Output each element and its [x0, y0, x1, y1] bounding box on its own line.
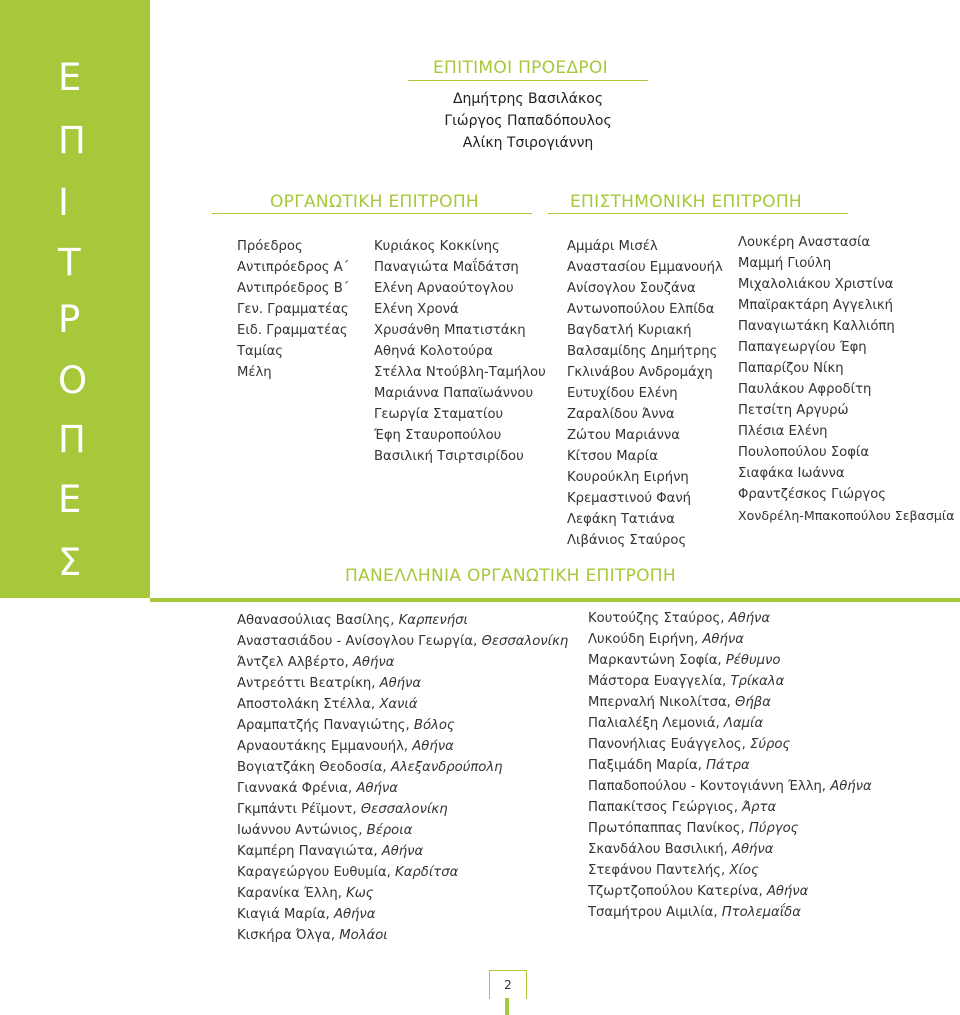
- city-name: Κως: [346, 886, 374, 901]
- organizing-rule: [212, 213, 532, 214]
- list-item: [588, 755, 872, 776]
- honorary-title: ΕΠΙΤΙΜΟΙ ΠΡΟΕΔΡΟΙ: [433, 58, 608, 78]
- person-name: Κισκήρα Όλγα,: [237, 928, 340, 943]
- scientific-list-2: [738, 232, 954, 526]
- member-name: Αμμάρι Μισέλ: [567, 239, 658, 254]
- member-name: Στέλλα Ντούβλη-Ταμήλου: [374, 365, 546, 380]
- member-name: Παναγιώτα Μαΐδάτση: [374, 260, 519, 275]
- side-title-letter: Π: [58, 119, 86, 162]
- person-name: Άντζελ Αλβέρτο,: [237, 655, 353, 670]
- honorary-rule: [408, 80, 648, 81]
- person-name: Αρναουτάκης Εμμανουήλ,: [237, 739, 413, 754]
- list-item: [588, 881, 872, 902]
- member-name: Κρεμαστινού Φανή: [567, 491, 692, 506]
- list-item: [588, 629, 872, 650]
- member-name: Μαριάννα Παπαϊωάννου: [374, 386, 534, 401]
- list-item: [588, 902, 872, 923]
- side-title-letter: Τ: [58, 241, 81, 284]
- list-item: [237, 820, 568, 841]
- member-name: Πλέσια Ελένη: [738, 424, 828, 439]
- list-item: [237, 862, 568, 883]
- panhellenic-list-1: [237, 610, 568, 946]
- role-label: Μέλη: [237, 365, 272, 380]
- city-name: Αλεξανδρούπολη: [390, 760, 503, 775]
- city-name: Ρέθυμνο: [725, 653, 781, 668]
- list-item: [588, 650, 872, 671]
- member-name: Μιχαλολιάκου Χριστίνα: [738, 277, 894, 292]
- list-item: [588, 797, 872, 818]
- list-item: [237, 757, 568, 778]
- city-name: Αθήνα: [766, 884, 809, 899]
- organizing-names: [374, 236, 546, 467]
- person-name: Μπερναλή Νικολίτσα,: [588, 695, 736, 710]
- person-name: Πανονήλιας Ευάγγελος,: [588, 737, 751, 752]
- scientific-list-1: [567, 236, 723, 551]
- honorary-list: [408, 88, 648, 154]
- member-name: Ελένη Αρναούτογλου: [374, 281, 514, 296]
- member-name: Κουρούκλη Ειρήνη: [567, 470, 689, 485]
- person-name: Παπακίτσος Γεώργιος,: [588, 800, 743, 815]
- member-name: Χονδρέλη-Μπακοπούλου Σεβασμία: [738, 508, 955, 523]
- person-name: Τσαμήτρου Αιμιλία,: [588, 905, 722, 920]
- person-name: Αθανασούλιας Βασίλης,: [237, 613, 399, 628]
- role-label: Πρόεδρος: [237, 239, 303, 254]
- city-name: Άρτα: [742, 800, 777, 815]
- list-item: [588, 734, 872, 755]
- member-name: Αθηνά Κολοτούρα: [374, 344, 493, 359]
- city-name: Θεσσαλονίκη: [360, 802, 448, 817]
- city-name: Λαμία: [723, 716, 764, 731]
- page-number-stem: [505, 998, 509, 1015]
- member-name: Γκλινάβου Ανδρομάχη: [567, 365, 713, 380]
- person-name: Βογιατζάκη Θεοδοσία,: [237, 760, 391, 775]
- person-name: Ιωάννου Αντώνιος,: [237, 823, 367, 838]
- city-name: Χίος: [729, 863, 759, 878]
- person-name: Πρωτόπαππας Πανίκος,: [588, 821, 749, 836]
- side-title-letter: Π: [58, 418, 86, 461]
- member-name: Χρυσάνθη Μπατιστάκη: [374, 323, 526, 338]
- person-name: Καρανίκα Έλλη,: [237, 886, 347, 901]
- organizing-title: ΟΡΓΑΝΩΤΙΚΗ ΕΠΙΤΡΟΠΗ: [270, 192, 479, 212]
- city-name: Σύρος: [750, 737, 791, 752]
- member-name: Φραντζέσκος Γιώργος: [738, 487, 887, 502]
- side-title-letter: Ε: [58, 478, 82, 521]
- honorary-member: Αλίκη Τσιρογιάννη: [462, 135, 594, 151]
- city-name: Αθήνα: [356, 781, 398, 796]
- section-divider: [150, 598, 960, 602]
- list-item: [588, 818, 872, 839]
- list-item: [237, 673, 568, 694]
- list-item: [588, 713, 872, 734]
- list-item: [237, 841, 568, 862]
- person-name: Σκανδάλου Βασιλική,: [588, 842, 732, 857]
- list-item: [237, 631, 568, 652]
- city-name: Αθήνα: [830, 779, 872, 794]
- member-name: Κυριάκος Κοκκίνης: [374, 239, 500, 254]
- side-title-letter: Σ: [58, 541, 82, 584]
- member-name: Αναστασίου Εμμανουήλ: [567, 260, 723, 275]
- person-name: Κιαγιά Μαρία,: [237, 907, 334, 922]
- member-name: Βαγδατλή Κυριακή: [567, 323, 692, 338]
- member-name: Παπαγεωργίου Έφη: [738, 340, 867, 355]
- person-name: Καμπέρη Παναγιώτα,: [237, 844, 382, 859]
- member-name: Αντωνοπούλου Ελπίδα: [567, 302, 715, 317]
- person-name: Κουτούζης Σταύρος,: [588, 611, 729, 626]
- list-item: [237, 778, 568, 799]
- member-name: Ανίσογλου Σουζάνα: [567, 281, 696, 296]
- city-name: Πάτρα: [706, 758, 750, 773]
- person-name: Αντρεόττι Βεατρίκη,: [237, 676, 380, 691]
- person-name: Λυκούδη Ειρήνη,: [588, 632, 703, 647]
- member-name: Κίτσου Μαρία: [567, 449, 658, 464]
- member-name: Έφη Σταυροπούλου: [374, 428, 502, 443]
- side-title-letter: Ι: [58, 181, 69, 224]
- member-name: Ζώτου Μαριάννα: [567, 428, 680, 443]
- city-name: Χανιά: [379, 697, 418, 712]
- person-name: Τζωρτζοπούλου Κατερίνα,: [588, 884, 767, 899]
- member-name: Πετσίτη Αργυρώ: [738, 403, 849, 418]
- list-item: [588, 671, 872, 692]
- city-name: Αθήνα: [352, 655, 395, 670]
- list-item: [237, 715, 568, 736]
- member-name: Ευτυχίδου Ελένη: [567, 386, 678, 401]
- person-name: Παπαδοπούλου - Κοντογιάννη Έλλη,: [588, 779, 831, 794]
- list-item: [588, 860, 872, 881]
- city-name: Αθήνα: [702, 632, 744, 647]
- list-item: [588, 692, 872, 713]
- honorary-member: Γιώργος Παπαδόπουλος: [444, 113, 612, 129]
- person-name: Παλιαλέξη Λεμονιά,: [588, 716, 724, 731]
- list-item: [237, 925, 568, 946]
- list-item: [237, 883, 568, 904]
- side-title-panel: [0, 0, 150, 598]
- member-name: Λουκέρη Αναστασία: [738, 235, 871, 250]
- panhellenic-title: ΠΑΝΕΛΛΗΝΙΑ ΟΡΓΑΝΩΤΙΚΗ ΕΠΙΤΡΟΠΗ: [345, 566, 676, 586]
- member-name: Παυλάκου Αφροδίτη: [738, 382, 872, 397]
- side-title-letter: Ε: [58, 56, 82, 99]
- city-name: Τρίκαλα: [730, 674, 785, 689]
- city-name: Αθήνα: [731, 842, 774, 857]
- city-name: Μολάοι: [339, 928, 388, 943]
- scientific-rule: [548, 213, 848, 214]
- person-name: Αποστολάκη Στέλλα,: [237, 697, 380, 712]
- member-name: Λιβάνιος Σταύρος: [567, 533, 687, 548]
- city-name: Αθήνα: [728, 611, 771, 626]
- member-name: Λεφάκη Τατιάνα: [567, 512, 675, 527]
- person-name: Καραγεώργου Ευθυμία,: [237, 865, 396, 880]
- list-item: [237, 694, 568, 715]
- role-label: Αντιπρόεδρος Α΄: [237, 260, 350, 275]
- member-name: Βασιλική Τσιρτσιρίδου: [374, 449, 524, 464]
- list-item: [237, 652, 568, 673]
- person-name: Στεφάνου Παντελής,: [588, 863, 730, 878]
- list-item: [237, 799, 568, 820]
- page-number: 2: [489, 970, 527, 999]
- member-name: Μαμμή Γιούλη: [738, 256, 832, 271]
- role-label: Αντιπρόεδρος Β΄: [237, 281, 350, 296]
- side-title-letter: Ο: [58, 359, 88, 402]
- city-name: Καρδίτσα: [395, 865, 459, 880]
- member-name: Παπαρίζου Νίκη: [738, 361, 844, 376]
- list-item: [237, 736, 568, 757]
- city-name: Πύργος: [748, 821, 799, 836]
- member-name: Γεωργία Σταματίου: [374, 407, 504, 422]
- city-name: Βέροια: [366, 823, 413, 838]
- person-name: Αραμπατζής Παναγιώτης,: [237, 718, 414, 733]
- role-label: Ειδ. Γραμματέας: [237, 323, 348, 338]
- panhellenic-list-2: [588, 608, 872, 923]
- list-item: [588, 839, 872, 860]
- member-name: Μπαϊρακτάρη Αγγελική: [738, 298, 894, 313]
- city-name: Θεσσαλονίκη: [481, 634, 569, 649]
- member-name: Παναγιωτάκη Καλλιόπη: [738, 319, 895, 334]
- side-title-letter: Ρ: [58, 298, 81, 341]
- list-item: [237, 610, 568, 631]
- role-label: Γεν. Γραμματέας: [237, 302, 349, 317]
- city-name: Αθήνα: [333, 907, 376, 922]
- member-name: Ζαραλίδου Άννα: [567, 407, 675, 422]
- person-name: Γκμπάντι Ρέϊμοντ,: [237, 802, 361, 817]
- person-name: Παξιμάδη Μαρία,: [588, 758, 707, 773]
- person-name: Γιαννακά Φρένια,: [237, 781, 357, 796]
- city-name: Θήβα: [735, 695, 771, 710]
- city-name: Αθήνα: [379, 676, 422, 691]
- organizing-roles: [237, 236, 349, 383]
- city-name: Αθήνα: [412, 739, 454, 754]
- city-name: Αθήνα: [381, 844, 424, 859]
- member-name: Βαλσαμίδης Δημήτρης: [567, 344, 718, 359]
- role-label: Ταμίας: [237, 344, 284, 359]
- member-name: Σιαφάκα Ιωάννα: [738, 466, 845, 481]
- city-name: Πτολεμαΐδα: [721, 905, 801, 920]
- person-name: Αναστασιάδου - Ανίσογλου Γεωργία,: [237, 634, 482, 649]
- list-item: [588, 776, 872, 797]
- person-name: Μάστορα Ευαγγελία,: [588, 674, 731, 689]
- honorary-member: Δημήτρης Βασιλάκος: [452, 91, 604, 107]
- member-name: Ελένη Χρονά: [374, 302, 459, 317]
- member-name: Πουλοπούλου Σοφία: [738, 445, 870, 460]
- list-item: [588, 608, 872, 629]
- person-name: Μαρκαντώνη Σοφία,: [588, 653, 726, 668]
- scientific-title: ΕΠΙΣΤΗΜΟΝΙΚΗ ΕΠΙΤΡΟΠΗ: [570, 192, 802, 212]
- city-name: Βόλος: [413, 718, 455, 733]
- city-name: Καρπενήσι: [398, 613, 468, 628]
- list-item: [237, 904, 568, 925]
